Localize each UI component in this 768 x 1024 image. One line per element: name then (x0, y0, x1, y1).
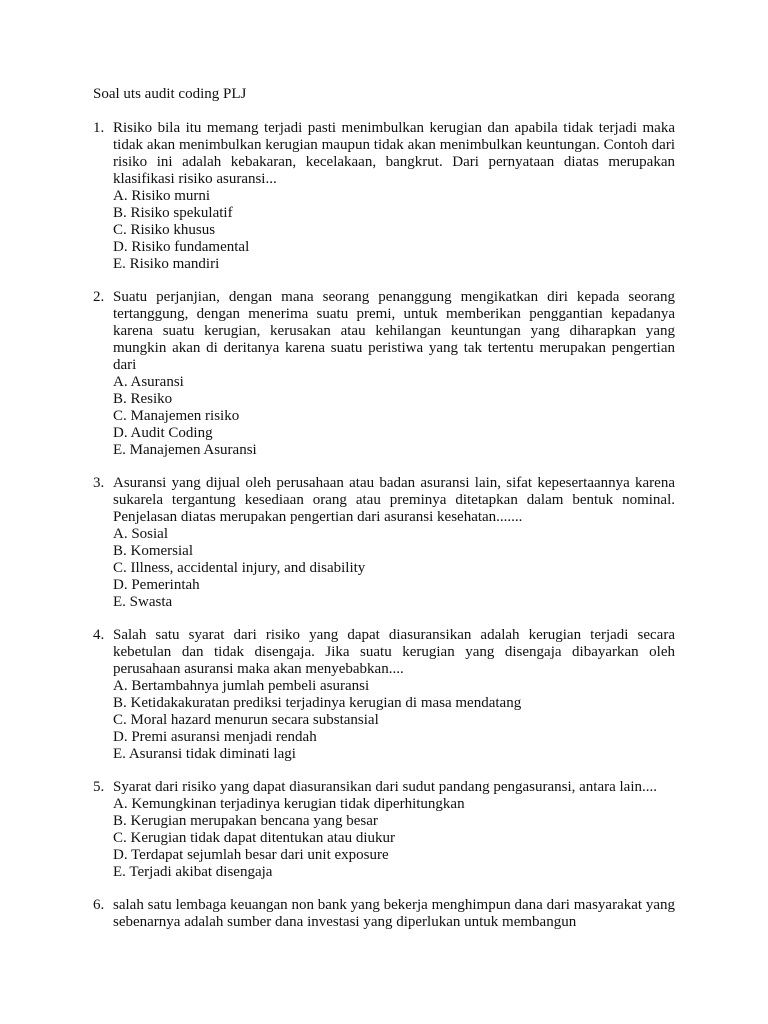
question-number: 4. (93, 627, 105, 643)
option-e: E. Swasta (113, 594, 173, 610)
question-number: 2. (93, 289, 105, 305)
option-a: A. Kemungkinan terjadinya kerugian tidak diperhitungkan (113, 796, 465, 812)
answer-options (113, 526, 675, 611)
option-c: C. Kerugian tidak dapat ditentukan atau diukur (113, 830, 396, 846)
option-e: E. Risiko mandiri (113, 256, 220, 272)
question-text: salah satu lembaga keuangan non bank yang bekerja menghimpun dana dari masyarakat yang sebenarnya adalah sumber dana investasi yang diperlukan untuk membangun (113, 897, 675, 930)
question-4 (93, 627, 675, 763)
question-6 (93, 897, 675, 931)
option-b: B. Kerugian merupakan bencana yang besar (113, 813, 378, 829)
question-number: 5. (93, 779, 105, 795)
option-e: E. Asuransi tidak diminati lagi (113, 746, 296, 762)
question-text: Risiko bila itu memang terjadi pasti menimbulkan kerugian dan apabila tidak terjadi maka tidak akan menimbulkan kerugian maupun tidak akan menimbulkan keuntungan. Contoh dari risiko ini adalah kebakaran, kecelakaan, bangkrut. Dari pernyataan diatas merupakan klasifikasi risiko asuransi... (113, 120, 675, 187)
option-d: D. Terdapat sejumlah besar dari unit exposure (113, 847, 389, 863)
option-d: D. Audit Coding (113, 425, 213, 441)
answer-options (113, 374, 675, 459)
option-c: C. Illness, accidental injury, and disability (113, 560, 366, 576)
option-d: D. Pemerintah (113, 577, 200, 593)
option-b: B. Ketidakakuratan prediksi terjadinya kerugian di masa mendatang (113, 695, 522, 711)
option-e: E. Terjadi akibat disengaja (113, 864, 273, 880)
question-text: Syarat dari risiko yang dapat diasuransikan dari sudut pandang pengasuransi, antara lain.... (113, 779, 658, 795)
question-number: 1. (93, 120, 105, 136)
question-2 (93, 289, 675, 459)
option-a: A. Risiko murni (113, 188, 211, 204)
question-5 (93, 779, 675, 881)
question-3 (93, 475, 675, 611)
option-c: C. Risiko khusus (113, 222, 216, 238)
question-text: Suatu perjanjian, dengan mana seorang penanggung mengikatkan diri kepada seorang tertanggung, dengan menerima suatu premi, untuk memberikan penggantian kepadanya karena suatu kerugian, kerusakan atau kehilangan keuntungan yang diharapkan yang mungkin akan di deritanya karena suatu peristiwa yang tak tertentu merupakan pengertian dari (113, 289, 675, 373)
document-page (93, 86, 675, 947)
option-a: A. Asuransi (113, 374, 184, 390)
option-a: A. Sosial (113, 526, 169, 542)
option-b: B. Risiko spekulatif (113, 205, 233, 221)
question-number: 3. (93, 475, 105, 491)
option-e: E. Manajemen Asuransi (113, 442, 257, 458)
answer-options (113, 796, 675, 881)
option-d: D. Premi asuransi menjadi rendah (113, 729, 317, 745)
answer-options (113, 188, 675, 273)
document-title: Soal uts audit coding PLJ (93, 86, 247, 102)
question-text: Salah satu syarat dari risiko yang dapat diasuransikan adalah kerugian terjadi secara kebetulan dan tidak disengaja. Jika suatu kerugian yang disengaja dibayarkan oleh perusahaan asuransi maka akan menyebabkan.... (113, 627, 675, 677)
option-c: C. Manajemen risiko (113, 408, 240, 424)
option-b: B. Komersial (113, 543, 193, 559)
option-d: D. Risiko fundamental (113, 239, 250, 255)
option-b: B. Resiko (113, 391, 173, 407)
question-1 (93, 120, 675, 273)
question-number: 6. (93, 897, 105, 913)
question-text: Asuransi yang dijual oleh perusahaan atau badan asuransi lain, sifat kepesertaannya karena sukarela tergantung kesediaan orang atau preminya ditetapkan dalam bentuk nominal. Penjelasan diatas merupakan pengertian dari asuransi kesehatan....... (113, 475, 675, 525)
option-c: C. Moral hazard menurun secara substansial (113, 712, 379, 728)
answer-options (113, 678, 675, 763)
option-a: A. Bertambahnya jumlah pembeli asuransi (113, 678, 370, 694)
